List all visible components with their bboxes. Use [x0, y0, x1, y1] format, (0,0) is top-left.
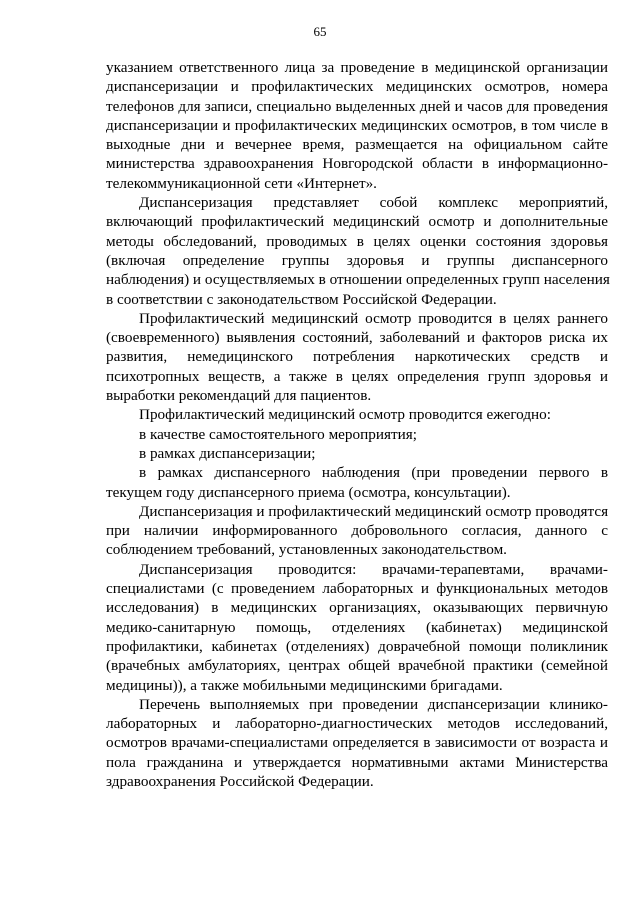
text-line: (своевременного) выявления состояний, заболеваний и факторов риска их: [106, 329, 608, 347]
document-body: [106, 58, 608, 791]
text-line: Диспансеризация проводится: врачами-терапевтами, врачами-: [139, 560, 608, 578]
text-line: указанием ответственного лица за проведение в медицинской организации: [106, 59, 608, 76]
text-line: в рамках диспансерного наблюдения (при проведении первого в: [139, 464, 608, 482]
text-line: исследования) в медицинских организациях, оказывающих первичную: [106, 599, 608, 617]
text-line: (врачебных амбулаториях, центрах общей врачебной практики (семейной: [106, 657, 608, 675]
text-line: министерства здравоохранения Новгородской области в информационно-: [106, 155, 608, 173]
text-line: выходные дни и вечернее время, размещается на официальном сайте: [106, 136, 608, 154]
text-line: соблюдением требований, установленных законодательством.: [106, 541, 507, 559]
text-line: телефонов для записи, специально выделенных дней и часов для проведения: [106, 97, 608, 115]
text-line: медико-санитарную помощь, отделениях (кабинетах) медицинской: [106, 618, 608, 636]
text-line: развития, немедицинского потребления наркотических средств и: [106, 348, 608, 366]
text-line: выработки рекомендаций для пациентов.: [106, 387, 372, 405]
text-line: в рамках диспансеризации;: [139, 444, 316, 462]
page-number: 65: [313, 24, 327, 39]
text-line: медицины)), а также мобильными медицинскими бригадами.: [106, 676, 503, 694]
text-line: диспансеризации и профилактических медицинских осмотров, в том числе в: [106, 116, 608, 134]
text-line: методы обследований, проводимых в целях оценки состояния здоровья: [106, 232, 608, 250]
text-line: Диспансеризация и профилактический медицинский осмотр проводятся: [139, 502, 609, 520]
text-line: телекоммуникационной сети «Интернет».: [106, 174, 377, 192]
text-line: при наличии информированного добровольного согласия, данного с: [106, 522, 608, 540]
text-line: Профилактический медицинский осмотр проводится в целях раннего: [139, 309, 608, 327]
text-line: диспансеризации и профилактических медицинских осмотров, номера: [106, 78, 608, 96]
text-line: здравоохранения Российской Федерации.: [106, 772, 374, 790]
text-line: в качестве самостоятельного мероприятия;: [139, 425, 417, 443]
text-line: Профилактический медицинский осмотр проводится ежегодно:: [139, 406, 551, 424]
text-line: Перечень выполняемых при проведении диспансеризации клинико-: [139, 695, 608, 713]
text-line: текущем году диспансерного приема (осмотра, консультации).: [106, 483, 511, 501]
text-line: лабораторных и лабораторно-диагностических методов исследований,: [106, 715, 608, 733]
text-line: специалистами (с проведением лабораторных и функциональных методов: [106, 580, 608, 598]
text-line: пола гражданина и утверждается нормативными актами Министерства: [106, 753, 608, 771]
text-line: профилактики, кабинетах (отделениях) доврачебной помощи поликлиник: [106, 637, 608, 655]
text-line: наблюдения) и осуществляемых в отношении определенных групп населения: [106, 271, 610, 289]
text-line: психотропных веществ, а также в целях определения групп здоровья и: [106, 367, 608, 385]
text-line: Диспансеризация представляет собой комплекс мероприятий,: [139, 194, 608, 212]
text-line: (включая определение группы здоровья и группы диспансерного: [106, 251, 608, 269]
text-line: включающий профилактический медицинский осмотр и дополнительные: [106, 213, 608, 231]
text-line: осмотров врачами-специалистами определяется в зависимости от возраста и: [106, 734, 608, 752]
text-line: в соответствии с законодательством Российской Федерации.: [106, 290, 497, 308]
